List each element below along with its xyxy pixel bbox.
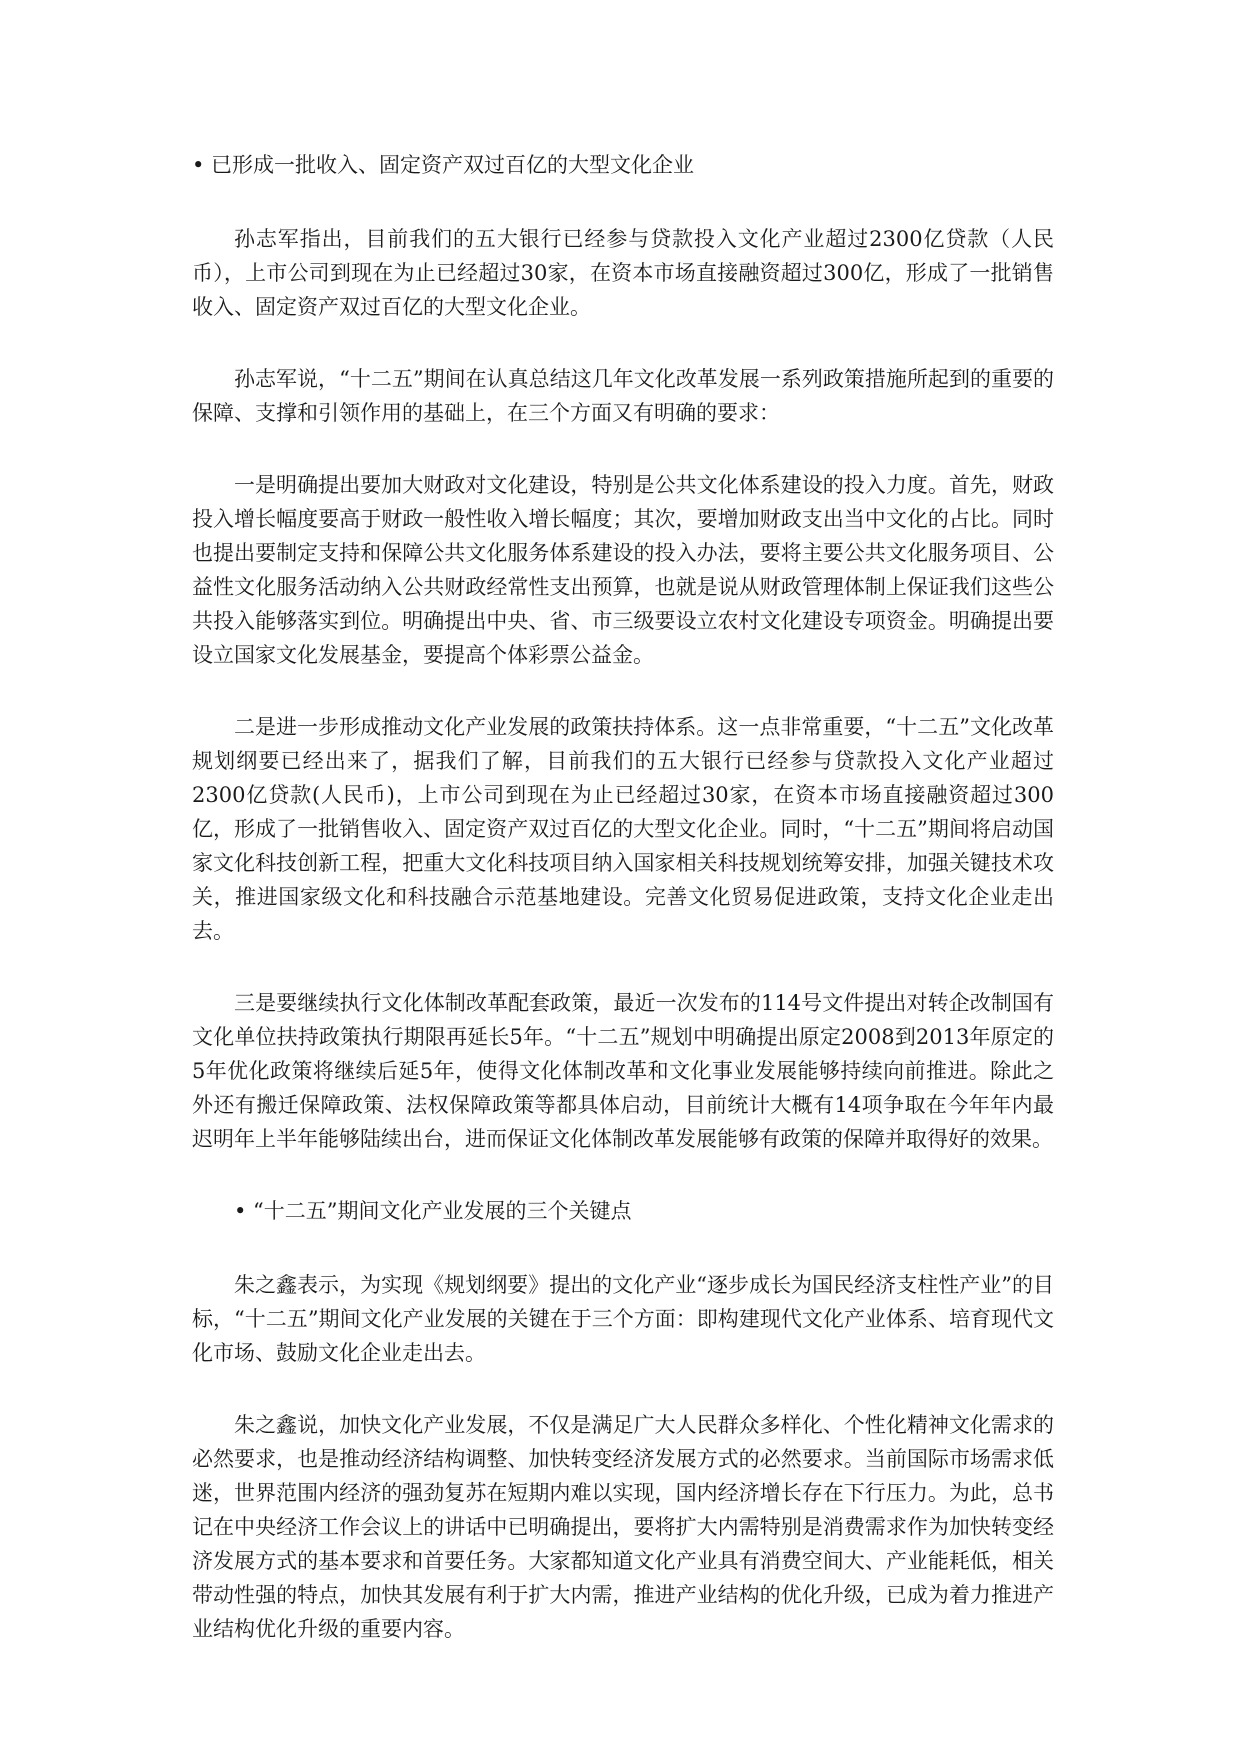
paragraph: 二是进一步形成推动文化产业发展的政策扶持体系。这一点非常重要，“十二五”文化改革规划纲要已经出来了，据我们了解，目前我们的五大银行已经参与贷款投入文化产业超过2300亿贷款(人民币)，上市公司到现在为止已经超过30家，在资本市场直接融资超过300亿，形成了一批销售收入、固定资产双过百亿的大型文化企业。同时，“十二五”期间将启动国家文化科技创新工程，把重大文化科技项目纳入国家相关科技规划统筹安排，加强关键技术攻关，推进国家级文化和科技融合示范基地建设。完善文化贸易促进政策，支持文化企业走出去。 (192, 715, 1054, 943)
paragraph: 一是明确提出要加大财政对文化建设，特别是公共文化体系建设的投入力度。首先，财政投入增长幅度要高于财政一般性收入增长幅度；其次，要增加财政支出当中文化的占比。同时也提出要制定支持和保障公共文化服务体系建设的投入办法，要将主要公共文化服务项目、公益性文化服务活动纳入公共财政经常性支出预算，也就是说从财政管理体制上保证我们这些公共投入能够落实到位。明确提出中央、省、市三级要设立农村文化建设专项资金。明确提出要设立国家文化发展基金，要提高个体彩票公益金。 (192, 473, 1054, 667)
paragraph: 朱之鑫说，加快文化产业发展，不仅是满足广大人民群众多样化、个性化精神文化需求的必然要求，也是推动经济结构调整、加快转变经济发展方式的必然要求。当前国际市场需求低迷，世界范围内经济的强劲复苏在短期内难以实现，国内经济增长存在下行压力。为此，总书记在中央经济工作会议上的讲话中已明确提出，要将扩大内需特别是消费需求作为加快转变经济发展方式的基本要求和首要任务。大家都知道文化产业具有消费空间大、产业能耗低，相关带动性强的特点，加快其发展有利于扩大内需，推进产业结构的优化升级，已成为着力推进产业结构优化升级的重要内容。 (192, 1413, 1054, 1641)
paragraph: 孙志军说，“十二五”期间在认真总结这几年文化改革发展一系列政策措施所起到的重要的保障、支撑和引领作用的基础上，在三个方面又有明确的要求： (192, 367, 1054, 425)
document-body (192, 148, 1054, 1684)
section-heading-1: • 已形成一批收入、固定资产双过百亿的大型文化企业 (192, 153, 695, 177)
paragraph: 孙志军指出，目前我们的五大银行已经参与贷款投入文化产业超过2300亿贷款（人民币），上市公司到现在为止已经超过30家，在资本市场直接融资超过300亿，形成了一批销售收入、固定资产双过百亿的大型文化企业。 (192, 227, 1054, 319)
paragraph: 三是要继续执行文化体制改革配套政策，最近一次发布的114号文件提出对转企改制国有文化单位扶持政策执行期限再延长5年。“十二五”规划中明确提出原定2008到2013年原定的5年优化政策将继续后延5年，使得文化体制改革和文化事业发展能够持续向前推进。除此之外还有搬迁保障政策、法权保障政策等都具体启动，目前统计大概有14项争取在今年年内最迟明年上半年能够陆续出台，进而保证文化体制改革发展能够有政策的保障并取得好的效果。 (192, 991, 1054, 1151)
paragraph: 朱之鑫表示，为实现《规划纲要》提出的文化产业“逐步成长为国民经济支柱性产业”的目标，“十二五”期间文化产业发展的关键在于三个方面：即构建现代文化产业体系、培育现代文化市场、鼓励文化企业走出去。 (192, 1273, 1054, 1365)
section-heading-2: • “十二五”期间文化产业发展的三个关键点 (234, 1199, 632, 1223)
